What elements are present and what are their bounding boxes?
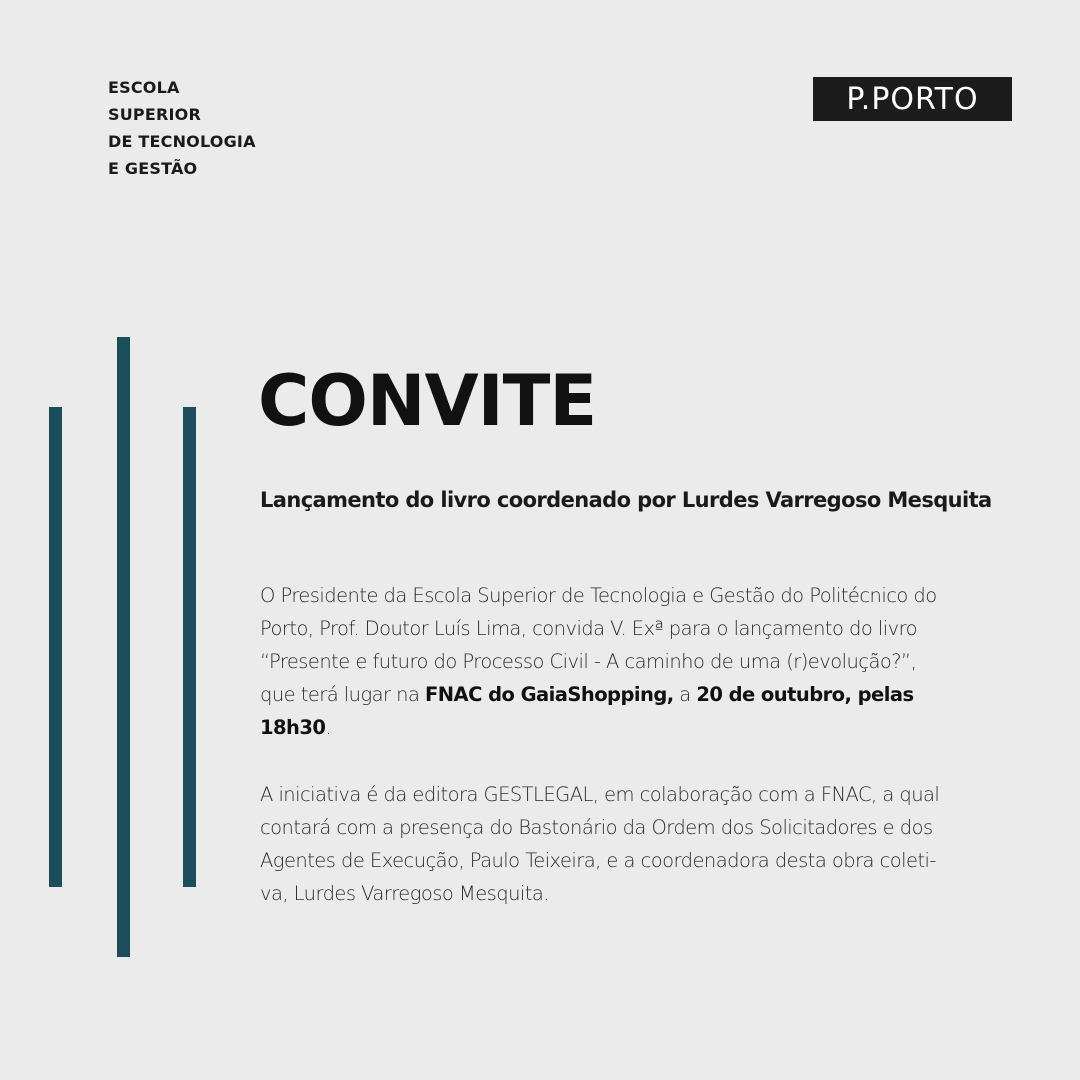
logo-text: P.PORTO	[846, 81, 979, 117]
details-paragraph	[260, 778, 939, 910]
text-line: O Presidente da Escola Superior de Tecnologia e Gestão do Politécnico do	[260, 584, 937, 607]
text-line: Agentes de Execução, Paulo Teixeira, e a coordenadora desta obra coleti-	[260, 849, 936, 872]
decorative-bar-right	[183, 407, 196, 887]
text-segment: a	[673, 683, 697, 706]
text-line	[260, 678, 937, 711]
school-name-line: SUPERIOR	[108, 105, 201, 124]
invitation-paragraph	[260, 579, 937, 744]
page-title: CONVITE	[258, 360, 597, 442]
text-line	[260, 711, 937, 744]
text-line: A iniciativa é da editora GESTLEGAL, em colaboração com a FNAC, a qual	[260, 783, 940, 806]
event-date: 20 de outubro, pelas	[696, 683, 914, 706]
school-name-line: E GESTÃO	[108, 159, 198, 178]
decorative-bar-left	[49, 407, 62, 887]
subtitle: Lançamento do livro coordenado por Lurdes Varregoso Mesquita	[260, 488, 992, 512]
event-time: 18h30	[260, 716, 326, 739]
school-name-line: ESCOLA	[108, 78, 180, 97]
text-segment: .	[325, 716, 332, 739]
school-name-line: DE TECNOLOGIA	[108, 132, 256, 151]
text-line: Porto, Prof. Doutor Luís Lima, convida V. Exª para o lançamento do livro	[260, 617, 918, 640]
event-venue: FNAC do GaiaShopping,	[425, 683, 674, 706]
pporto-logo	[813, 77, 1012, 121]
decorative-bar-center	[117, 337, 130, 957]
school-name	[108, 74, 256, 182]
text-line: contará com a presença do Bastonário da Ordem dos Solicitadores e dos	[260, 816, 933, 839]
text-line: va, Lurdes Varregoso Mesquita.	[260, 882, 549, 905]
text-segment: que terá lugar na	[260, 683, 425, 706]
text-line: “Presente e futuro do Processo Civil - A caminho de uma (r)evolução?”,	[260, 650, 917, 673]
